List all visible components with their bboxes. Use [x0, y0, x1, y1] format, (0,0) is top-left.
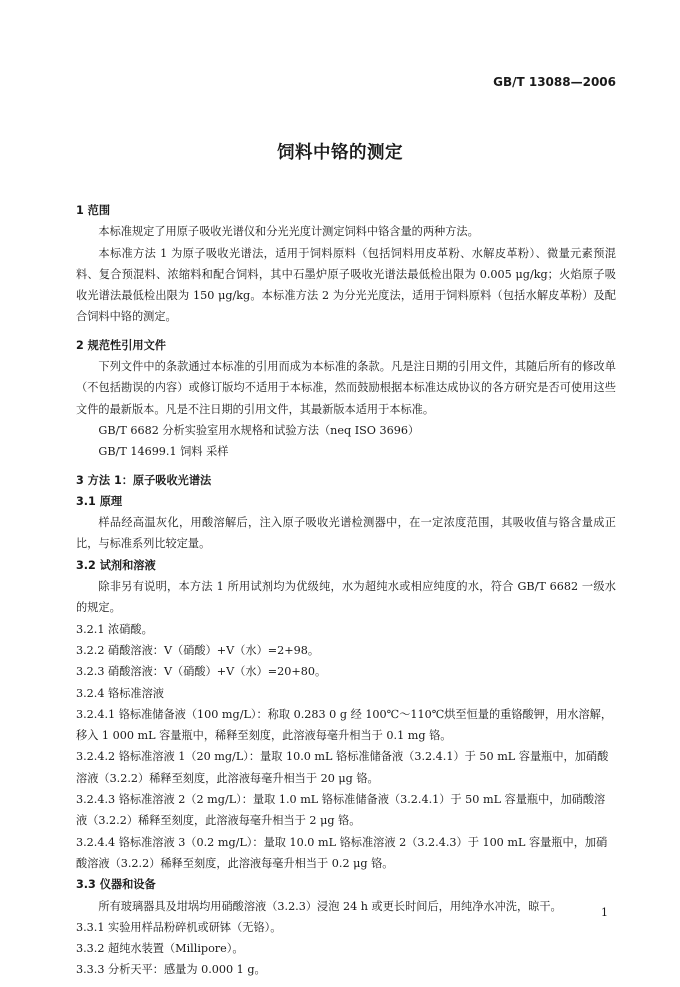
clause-item: 3.2.4 铬标准溶液	[76, 686, 164, 700]
body-paragraph: 下列文件中的条款通过本标准的引用而成为本标准的条款。凡是注日期的引用文件，其随后所有的修改单（不包括勘误的内容）或修订版均不适用于本标准，然而鼓励根据本标准达成协议的各方研究是否可使用这些文件的最新版本。凡是不注日期的引用文件，其最新版本适用于本标准。	[76, 360, 616, 416]
clause-item: 3.2.3 硝酸溶液：V（硝酸）+V（水）=20+80。	[76, 665, 327, 679]
document-body	[76, 193, 616, 981]
clause-item: 3.2.4.2 铬标准溶液 1（20 mg/L）：量取 10.0 mL 铬标准储备液（3.2.4.1）于 50 mL 容量瓶中，加硝酸溶液（3.2.2）稀释至刻度，此溶液每毫升相当于 20 μg 铬。	[76, 750, 609, 785]
section-heading: 3 方法 1：原子吸收光谱法	[76, 473, 212, 487]
body-paragraph: 除非另有说明，本方法 1 所用试剂均为优级纯，水为超纯水或相应纯度的水，符合 GB/T 6682 一级水的规定。	[76, 580, 616, 615]
standard-code: GB/T 13088—2006	[493, 75, 616, 89]
cited-standard: GB/T 14699.1 饲料 采样	[98, 445, 229, 459]
section-heading: 1 范围	[76, 204, 111, 217]
body-paragraph: 本标准方法 1 为原子吸收光谱法，适用于饲料原料（包括饲料用皮革粉、水解皮革粉）、微量元素预混料、复合预混料、浓缩料和配合饲料，其中石墨炉原子吸收光谱法最低检出限为 0.005 μg/kg；火焰原子吸收光谱法最低检出限为 150 μg/kg。本标准方法 2 为分光光度法，适用于饲料原料（包括水解皮革粉）及配合饲料中铬的测定。	[76, 246, 616, 324]
page-number: 1	[601, 906, 608, 919]
cited-standard: GB/T 6682 分析实验室用水规格和试验方法（neq ISO 3696）	[98, 423, 420, 437]
subsection-heading: 3.2 试剂和溶液	[76, 558, 156, 572]
clause-item: 3.3.1 实验用样品粉碎机或研钵（无铬）。	[76, 920, 282, 934]
clause-item: 3.2.2 硝酸溶液：V（硝酸）+V（水）=2+98。	[76, 643, 320, 657]
clause-item: 3.2.1 浓硝酸。	[76, 622, 153, 636]
subsection-heading: 3.3 仪器和设备	[76, 878, 156, 892]
body-paragraph: 本标准规定了用原子吸收光谱仪和分光光度计测定饲料中铬含量的两种方法。	[98, 225, 479, 239]
subsection-heading: 3.1 原理	[76, 494, 123, 508]
body-paragraph: 样品经高温灰化，用酸溶解后，注入原子吸收光谱检测器中，在一定浓度范围，其吸收值与铬含量成正比，与标准系列比较定量。	[76, 516, 616, 551]
clause-item: 3.3.3 分析天平：感量为 0.000 1 g。	[76, 963, 266, 977]
clause-item: 3.3.2 超纯水装置（Millipore）。	[76, 942, 244, 956]
section-heading: 2 规范性引用文件	[76, 338, 166, 352]
clause-item: 3.2.4.3 铬标准溶液 2（2 mg/L）：量取 1.0 mL 铬标准储备液（3.2.4.1）于 50 mL 容量瓶中，加硝酸溶液（3.2.2）稀释至刻度，此溶液每毫升相当于 2 μg 铬。	[76, 793, 606, 828]
body-paragraph: 所有玻璃器具及坩埚均用硝酸溶液（3.2.3）浸泡 24 h 或更长时间后，用纯净水冲洗，晾干。	[98, 899, 562, 913]
document-title: 饲料中铬的测定	[277, 143, 403, 163]
clause-item: 3.2.4.1 铬标准储备液（100 mg/L）：称取 0.283 0 g 经 100℃～110℃烘至恒量的重铬酸钾，用水溶解，移入 1 000 mL 容量瓶中，稀释至刻度，此溶液每毫升相当于 0.1 mg 铬。	[76, 707, 613, 743]
clause-item: 3.2.4.4 铬标准溶液 3（0.2 mg/L）：量取 10.0 mL 铬标准溶液 2（3.2.4.3）于 100 mL 容量瓶中，加硝酸溶液（3.2.2）稀释至刻度，此溶液每毫升相当于 0.2 μg 铬。	[76, 835, 608, 870]
